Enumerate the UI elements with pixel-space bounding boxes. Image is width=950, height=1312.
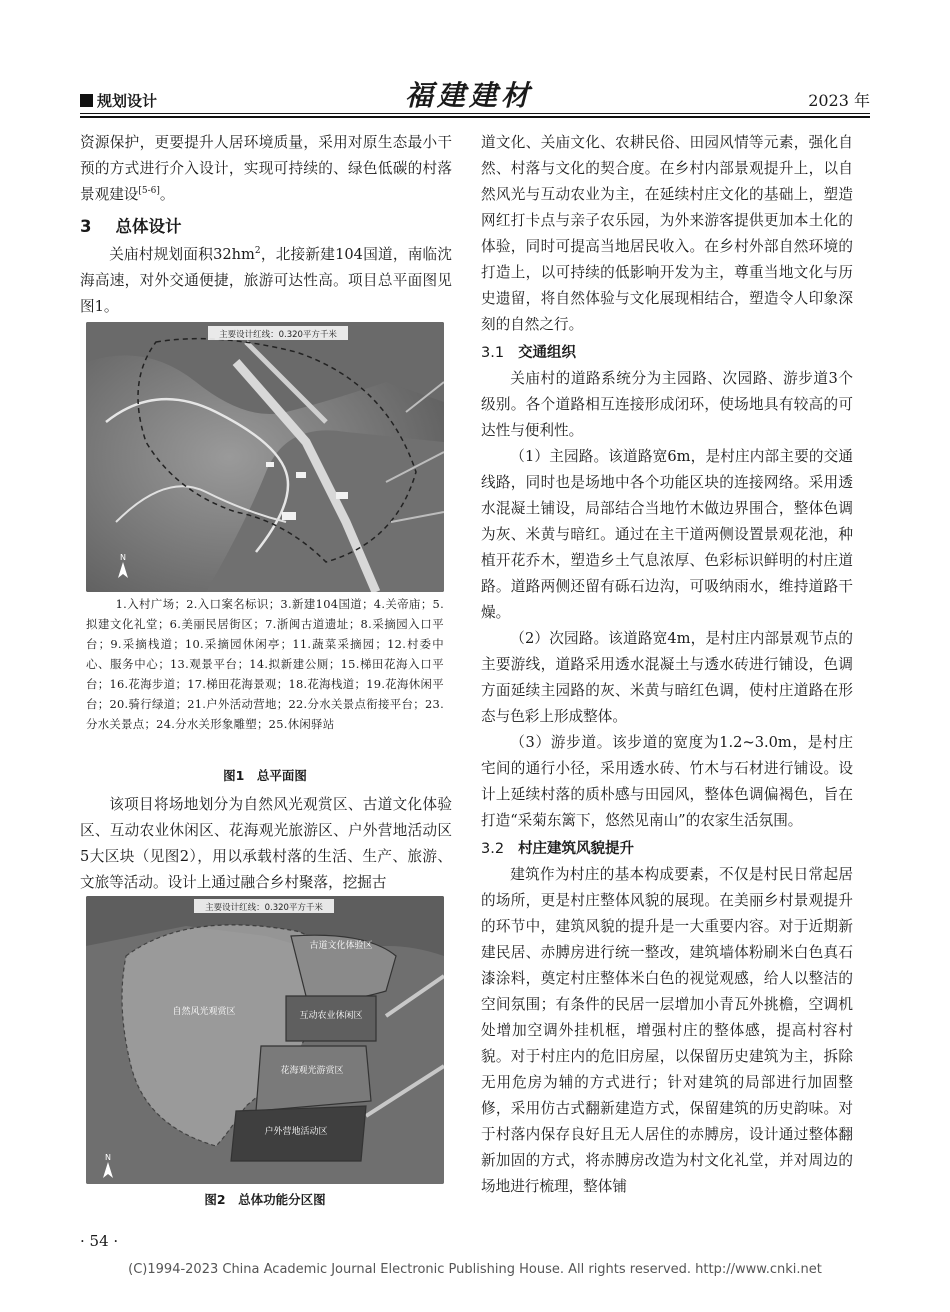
svg-text:自然风光观赏区: 自然风光观赏区 bbox=[172, 1007, 236, 1017]
section-heading-3: 3 总体设计 bbox=[80, 217, 182, 236]
map2-redline-label: 主要设计红线：0.320平方千米 bbox=[205, 903, 323, 913]
left-column-continued bbox=[80, 792, 452, 896]
section-square-icon bbox=[80, 94, 93, 107]
svg-text:古道文化体验区: 古道文化体验区 bbox=[309, 941, 373, 951]
svg-text:户外营地活动区: 户外营地活动区 bbox=[264, 1127, 328, 1137]
page-number: · 54 · bbox=[80, 1232, 119, 1250]
svg-text:互动农业休闲区: 互动农业休闲区 bbox=[299, 1011, 363, 1021]
paragraph-intro: 资源保护，更要提升人居环境质量，采用对原生态最小干预的方式进行介入设计，实现可持续的、绿色低碳的村落景观建设[5-6]。 bbox=[80, 134, 452, 203]
figure-1-site-plan bbox=[86, 322, 444, 592]
map-redline-label: 主要设计红线：0.320平方千米 bbox=[219, 330, 337, 340]
figure-2-zoning-map bbox=[86, 896, 444, 1184]
citation: [5-6] bbox=[138, 186, 160, 197]
figure-1-legend: 1.入村广场；2.入口案名标识；3.新建104国道；4.关帝庙；5.拟建文化礼堂；6.美丽民居街区；7.浙闽古道遗址；8.采摘园入口平台；9.采摘栈道；10.采摘园休闲亭；11.蔬菜采摘园；12.村委中心、服务中心；13.观景平台；14.拟新建公厕；15.梯田花海入口平台；16.花海步道；17.梯田花海景观；18.花海栈道；19.花海休闲平台；20.骑行绿道；21.户外活动营地；22.分水关景点衔接平台；23.分水关景点；24.分水关形象雕塑；25.休闲驿站 bbox=[86, 597, 444, 731]
section-heading-3-1: 3.1 交通组织 bbox=[481, 345, 577, 361]
paragraph-second-road: （2）次园路。该道路宽4m，是村庄内部景观节点的主要游线，道路采用透水混凝土与透水砖进行铺设，色调方面延续主园路的灰、米黄与暗红色调，使村庄道路在形态与色彩上形成整体。 bbox=[481, 630, 853, 725]
figure-2-caption: 图2 总体功能分区图 bbox=[204, 1192, 326, 1207]
issue-year: 2023 年 bbox=[808, 91, 870, 110]
paragraph-zones: 该项目将场地划分为自然风光观赏区、古道文化体验区、互动农业休闲区、花海观光旅游区、户外营地活动区5大区块（见图2），用以承载村落的生活、生产、旅游、文旅等活动。设计上通过融合乡村聚落，挖掘古 bbox=[80, 796, 452, 891]
svg-text:N: N bbox=[120, 553, 126, 562]
paragraph-culture: 道文化、关庙文化、农耕民俗、田园风情等元素，强化自然、村落与文化的契合度。在乡村内部景观提升上，以自然风光与互动农业为主，在延续村庄文化的基础上，塑造网红打卡点与亲子农乐园，为外来游客提供更加本土化的体验，同时可提高当地居民收入。在乡村外部自然环境的打造上，以可持续的低影响开发为主，尊重当地文化与历史遗留，将自然体验与文化展现相结合，塑造令人印象深刻的自然之行。 bbox=[481, 134, 853, 333]
right-column bbox=[481, 130, 853, 1200]
journal-logo: 福建建材 bbox=[405, 79, 534, 112]
copyright-footer: (C)1994-2023 China Academic Journal Electronic Publishing House. All rights reserved. http://www.cnki.net bbox=[128, 1262, 822, 1277]
paragraph-roads: 关庙村的道路系统分为主园路、次园路、游步道3个级别。各个道路相互连接形成闭环，使场地具有较高的可达性与便利性。 bbox=[481, 370, 853, 439]
header-rule-thick bbox=[80, 116, 870, 118]
svg-text:花海观光游赏区: 花海观光游赏区 bbox=[280, 1066, 344, 1076]
section-heading-3-2: 3.2 村庄建筑风貌提升 bbox=[481, 841, 635, 857]
figure-1-caption: 图1 总平面图 bbox=[223, 768, 307, 783]
site-plan-image bbox=[86, 322, 444, 592]
svg-text:N: N bbox=[105, 1153, 111, 1162]
paragraph-main-road: （1）主园路。该道路宽6m，是村庄内部主要的交通线路，同时也是场地中各个功能区块的连接网络。采用透水混凝土铺设，局部结合当地竹木做边界围合，整体色调为灰、米黄与暗红。通过在主干道两侧设置景观花池，种植开花乔木，塑造乡土气息浓厚、色彩标识鲜明的村庄道路。道路两侧还留有砾石边沟，可吸纳雨水，维持道路干燥。 bbox=[481, 448, 853, 621]
left-column bbox=[80, 130, 452, 320]
section-label bbox=[80, 90, 157, 111]
paragraph-area: 关庙村规划面积$32hm^2$，北接新建104国道，南临沈海高速，对外交通便捷，旅游可达性高。项目总平面图见图1。 bbox=[80, 246, 452, 315]
zone-flower-sea bbox=[256, 1046, 371, 1111]
section-title: 规划设计 bbox=[97, 92, 158, 110]
header-rule bbox=[80, 113, 870, 114]
zoning-map-image bbox=[86, 896, 444, 1184]
paragraph-footpath: （3）游步道。该步道的宽度为1.2~3.0m，是村庄宅间的通行小径，采用透水砖、竹木与石材进行铺设。设计上延续村落的质朴感与田园风，整体色调偏褐色，旨在打造“采菊东篱下，悠然见南山”的农家生活氛围。 bbox=[481, 734, 853, 829]
paragraph-buildings: 建筑作为村庄的基本构成要素，不仅是村民日常起居的场所，更是村庄整体风貌的展现。在美丽乡村景观提升的环节中，建筑风貌的提升是一大重要内容。对于近期新建民居、赤膊房进行统一整改，建筑墙体粉刷米白色真石漆涂料，奠定村庄整体米白色的视觉观感，给人以整洁的空间氛围；有条件的民居一层增加小青瓦外挑檐，空调机处增加空调外挂机框，增强村庄的整体感，提高村容村貌。对于村庄内的危旧房屋，以保留历史建筑为主，拆除无用危房为辅的方式进行；针对建筑的局部进行加固整修，采用仿古式翻新建造方式，保留建筑的历史韵味。对于村落内保存良好且无人居住的赤膊房，设计通过整体翻新加固的方式，将赤膊房改造为村文化礼堂，并对周边的场地进行梳理，整体铺 bbox=[481, 866, 853, 1195]
